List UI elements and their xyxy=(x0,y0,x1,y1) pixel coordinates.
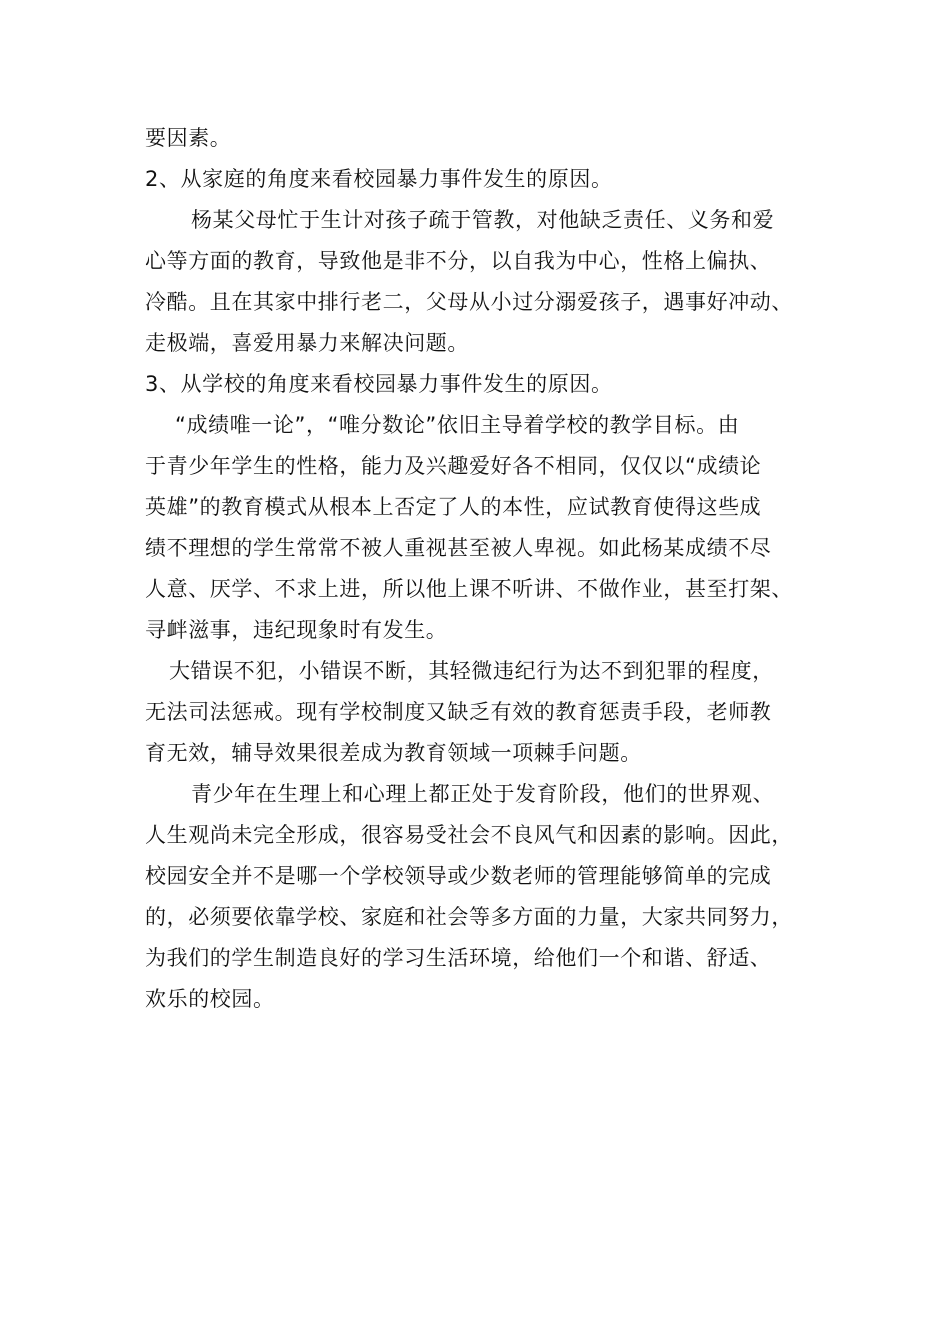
paragraph-line: 走极端，喜爱用暴力来解决问题。 xyxy=(145,331,469,355)
paragraph-line: 青少年在生理上和心理上都正处于发育阶段，他们的世界观、 xyxy=(191,782,775,806)
paragraph-line: 杨某父母忙于生计对孩子疏于管教，对他缺乏责任、义务和爱 xyxy=(191,208,775,232)
paragraph-line: 寻衅滋事，违纪现象时有发生。 xyxy=(145,618,448,642)
text-line: 要因素。 xyxy=(145,126,232,150)
section-heading-family: 2、从家庭的角度来看校园暴力事件发生的原因。 xyxy=(145,167,613,191)
paragraph-line: 为我们的学生制造良好的学习生活环境，给他们一个和谐、舒适、 xyxy=(145,946,772,970)
paragraph-line: 无法司法惩戒。现有学校制度又缺乏有效的教育惩责手段，老师教 xyxy=(145,700,772,724)
paragraph-line: 心等方面的教育，导致他是非不分，以自我为中心，性格上偏执、 xyxy=(145,249,772,273)
paragraph-line: 的，必须要依靠学校、家庭和社会等多方面的力量，大家共同努力， xyxy=(145,905,793,929)
paragraph-line: 人生观尚未完全形成，很容易受社会不良风气和因素的影响。因此， xyxy=(145,823,793,847)
paragraph-line: 欢乐的校园。 xyxy=(145,987,275,1011)
section-heading-school: 3、从学校的角度来看校园暴力事件发生的原因。 xyxy=(145,372,613,396)
paragraph-line: 于青少年学生的性格，能力及兴趣爱好各不相同，仅仅以“成绩论 xyxy=(145,454,762,478)
paragraph-line: 校园安全并不是哪一个学校领导或少数老师的管理能够简单的完成 xyxy=(145,864,772,888)
paragraph-line: 冷酷。且在其家中排行老二，父母从小过分溺爱孩子，遇事好冲动、 xyxy=(145,290,793,314)
paragraph-line: 绩不理想的学生常常不被人重视甚至被人卑视。如此杨某成绩不尽 xyxy=(145,536,772,560)
paragraph-line: “成绩唯一论”，“唯分数论”依旧主导着学校的教学目标。由 xyxy=(175,413,740,437)
paragraph-line: 人意、厌学、不求上进，所以他上课不听讲、不做作业，甚至打架、 xyxy=(145,577,793,601)
body-text xyxy=(145,118,835,1020)
paragraph-line: 育无效，辅导效果很差成为教育领域一项棘手问题。 xyxy=(145,741,642,765)
paragraph-line: 大错误不犯，小错误不断，其轻微违纪行为达不到犯罪的程度， xyxy=(169,659,774,683)
paragraph-line: 英雄”的教育模式从根本上否定了人的本性，应试教育使得这些成 xyxy=(145,495,762,519)
